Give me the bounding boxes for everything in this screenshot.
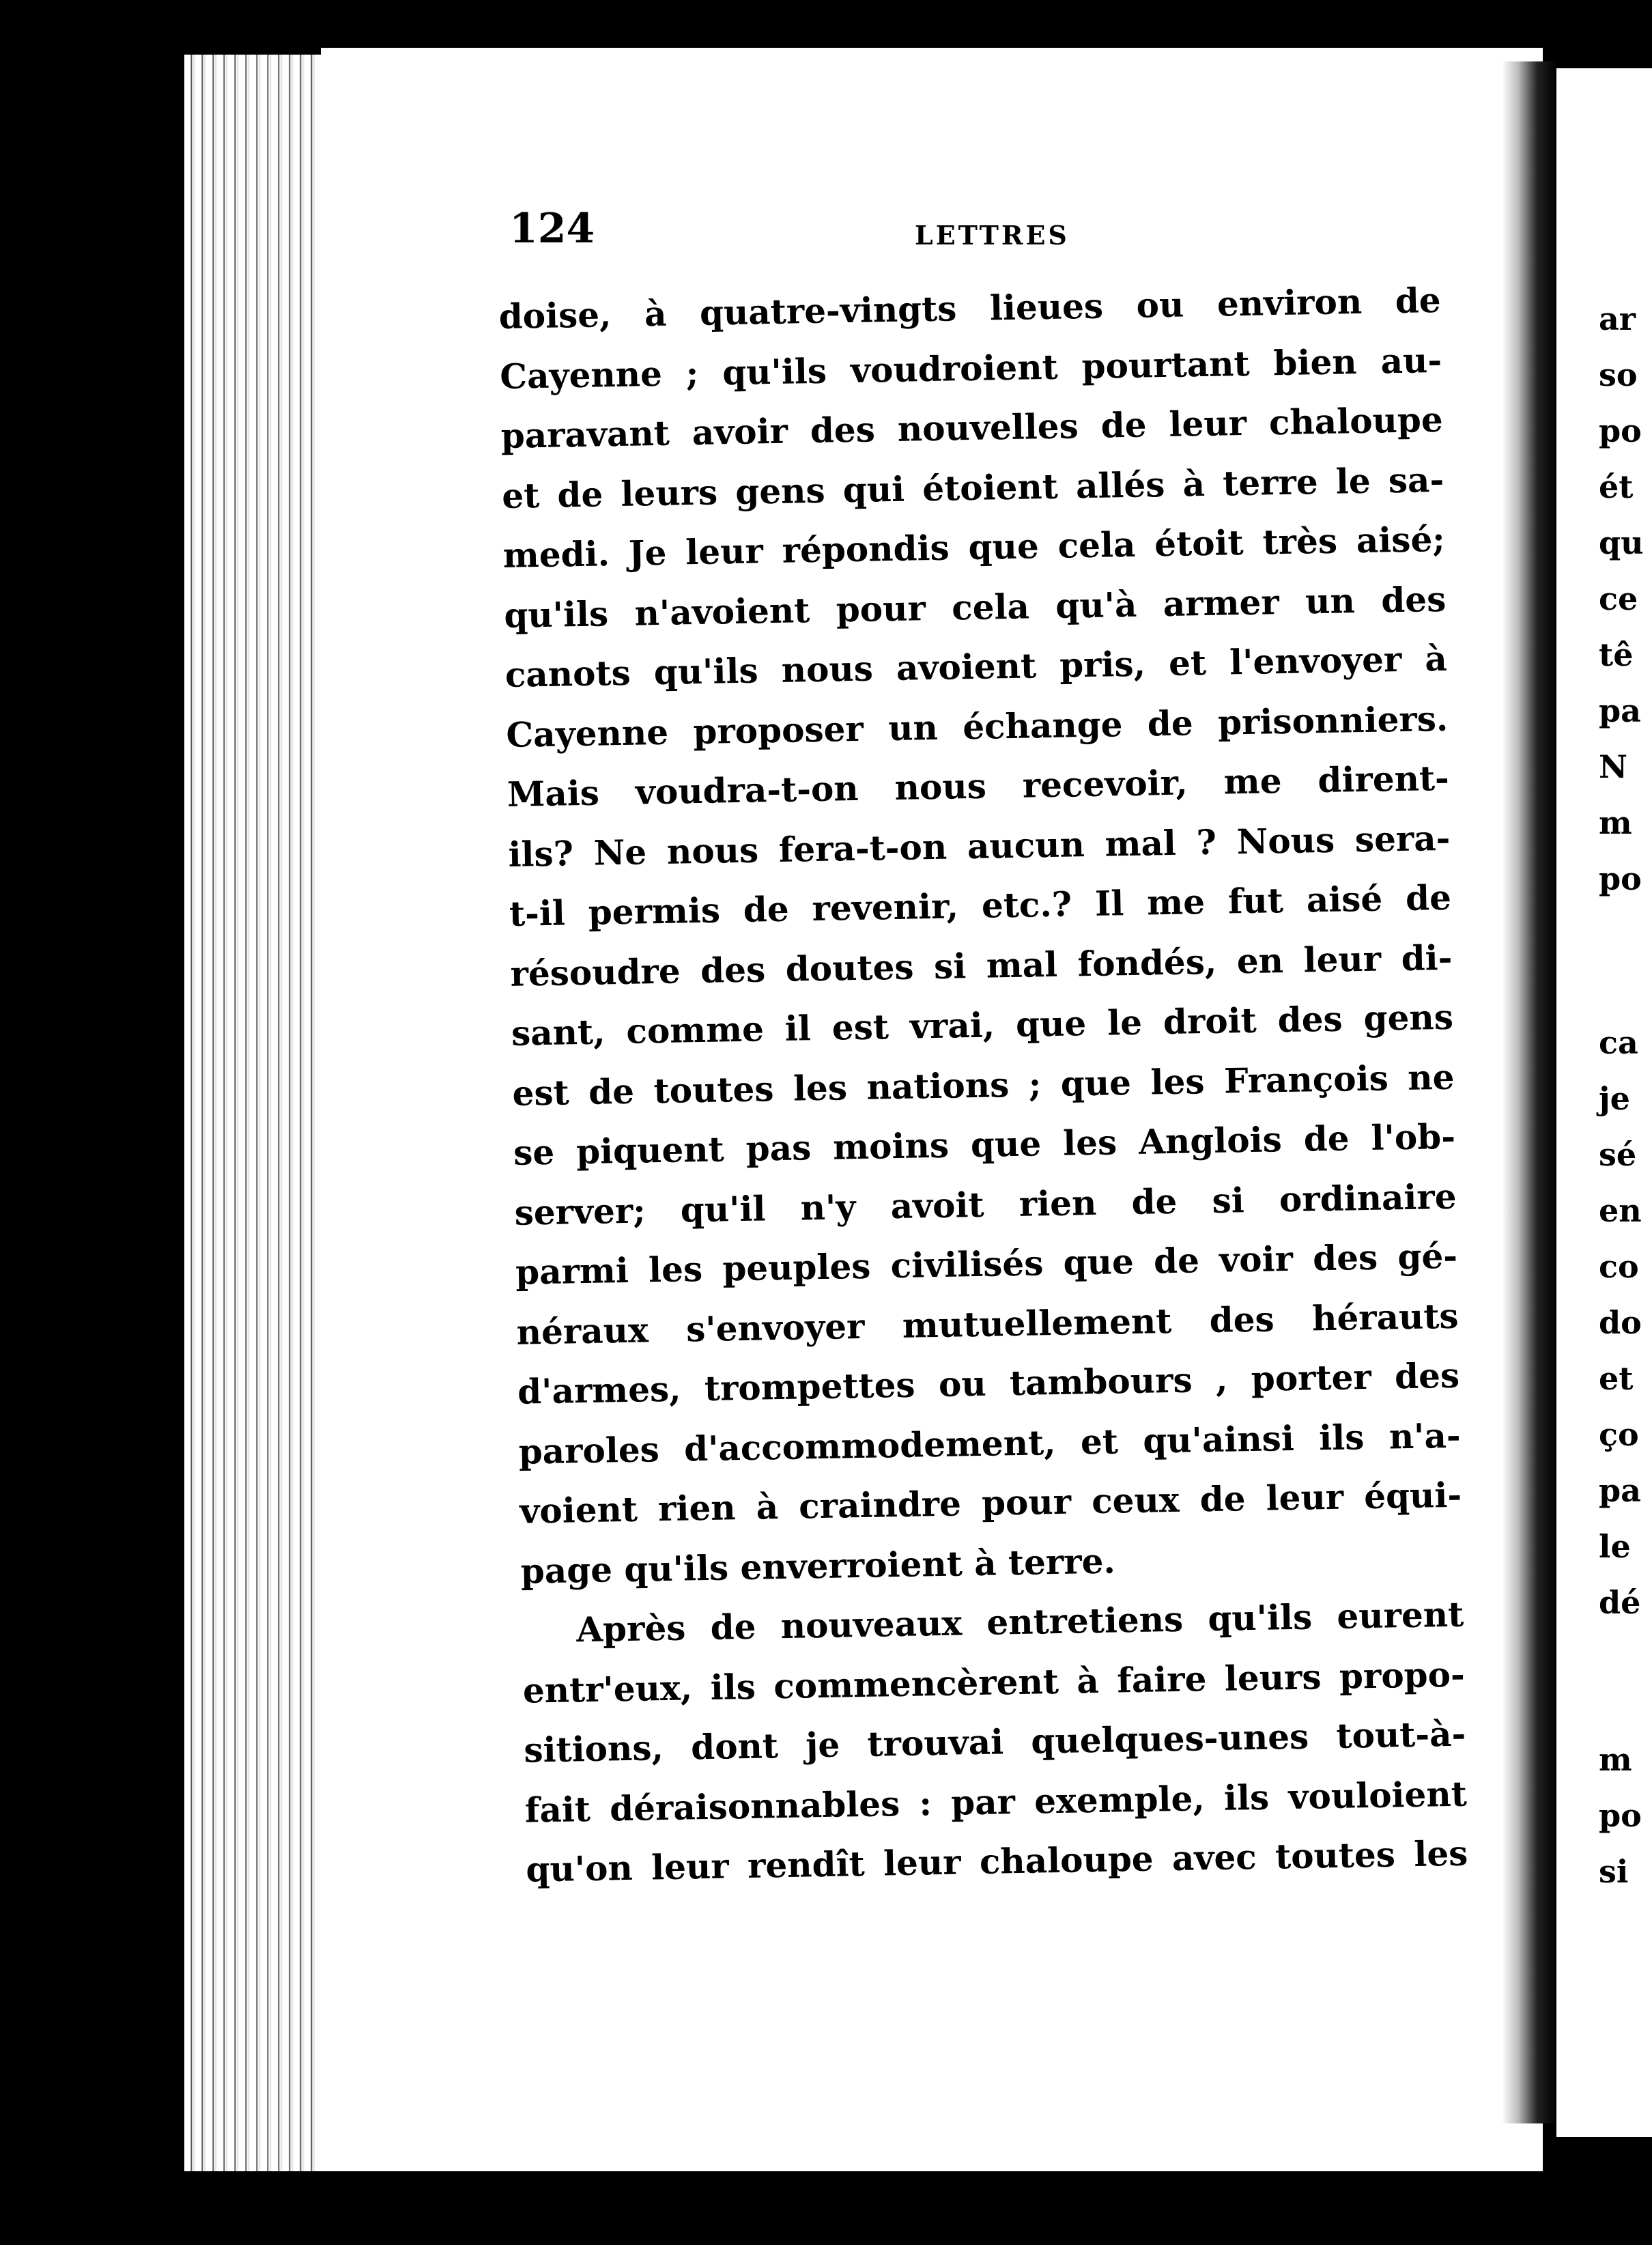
text-line: se piquent pas moins que les Anglois de l'ob- bbox=[513, 1116, 1456, 1173]
facing-page-fragment: ço bbox=[1599, 1416, 1639, 1453]
facing-page-fragment: pa bbox=[1599, 1472, 1641, 1509]
facing-page-fragment: po bbox=[1599, 412, 1642, 449]
text-line: qu'on leur rendît leur chaloupe avec toutes les bbox=[525, 1833, 1468, 1890]
page-number: 124 bbox=[509, 205, 595, 253]
text-line: Mais voudra-t-on nous recevoir, me dirent- bbox=[507, 757, 1450, 815]
facing-page-fragment: ar bbox=[1599, 300, 1636, 337]
facing-page-fragment: qu bbox=[1599, 524, 1644, 561]
text-line: t-il permis de revenir, etc.? Il me fut aisé de bbox=[509, 877, 1452, 934]
facing-page-fragment: pa bbox=[1599, 692, 1641, 729]
text-line: est de toutes les nations ; que les François ne bbox=[512, 1056, 1455, 1114]
text-line: paravant avoir des nouvelles de leur chaloupe bbox=[500, 399, 1444, 456]
facing-page-fragment: dé bbox=[1599, 1584, 1641, 1621]
text-line: voient rien à craindre pour ceux de leur équi- bbox=[519, 1474, 1462, 1531]
facing-page bbox=[1556, 68, 1652, 2137]
binding-gutter bbox=[1502, 61, 1556, 2123]
text-line: page qu'ils enverroient à terre. bbox=[520, 1540, 1116, 1592]
text-line: Cayenne ; qu'ils voudroient pourtant bien au- bbox=[499, 339, 1442, 397]
text-line: entr'eux, ils commencèrent à faire leurs propo- bbox=[522, 1654, 1466, 1711]
page-header bbox=[471, 205, 1468, 266]
facing-page-fragment: m bbox=[1599, 1741, 1632, 1778]
text-line: parmi les peuples civilisés que de voir des gé- bbox=[515, 1235, 1458, 1293]
facing-page-fragment: le bbox=[1599, 1528, 1631, 1565]
facing-page-fragment: ce bbox=[1599, 580, 1638, 617]
text-line: server; qu'il n'y avoit rien de si ordinaire bbox=[514, 1176, 1457, 1233]
body-text bbox=[498, 270, 1468, 1900]
facing-page-fragment: N bbox=[1599, 748, 1628, 785]
text-line: sitions, dont je trouvai quelques-unes tout-à- bbox=[523, 1713, 1466, 1770]
text-line: et de leurs gens qui étoient allés à terre le sa- bbox=[501, 459, 1444, 516]
text-line: canots qu'ils nous avoient pris, et l'envoyer à bbox=[504, 638, 1448, 695]
facing-page-fragment: so bbox=[1599, 356, 1638, 393]
facing-page-fragment: m bbox=[1599, 804, 1632, 841]
facing-page-fragment: ét bbox=[1599, 468, 1634, 505]
text-line: ils? Ne nous fera-t-on aucun mal ? Nous sera- bbox=[507, 817, 1451, 875]
facing-page-fragment: do bbox=[1599, 1304, 1642, 1341]
text-line: néraux s'envoyer mutuellement des hérauts bbox=[516, 1295, 1459, 1353]
facing-page-fragment: en bbox=[1599, 1192, 1642, 1229]
facing-page-fragment: sé bbox=[1599, 1136, 1637, 1173]
page-edges bbox=[184, 55, 334, 2171]
facing-page-fragment: ca bbox=[1599, 1024, 1638, 1061]
text-line: résoudre des doutes si mal fondés, en leur di- bbox=[510, 937, 1453, 994]
text-line: medi. Je leur répondis que cela étoit très aisé; bbox=[502, 518, 1446, 576]
text-line: d'armes, trompettes ou tambours , porter des bbox=[517, 1355, 1460, 1412]
facing-page-fragment: po bbox=[1599, 1797, 1642, 1834]
facing-page-fragment: tê bbox=[1599, 636, 1634, 673]
facing-page-fragment: et bbox=[1599, 1360, 1634, 1397]
facing-page-fragment: je bbox=[1599, 1080, 1630, 1117]
text-line: paroles d'accommodement, et qu'ainsi ils n'a- bbox=[518, 1415, 1462, 1472]
facing-page-fragment: si bbox=[1599, 1853, 1629, 1890]
facing-page-fragment: co bbox=[1599, 1248, 1639, 1285]
text-line: Cayenne proposer un échange de prisonniers. bbox=[505, 698, 1449, 755]
text-line: qu'ils n'avoient pour cela qu'à armer un des bbox=[503, 578, 1447, 636]
text-line: doise, à quatre-vingts lieues ou environ de bbox=[498, 279, 1442, 337]
facing-page-fragment: po bbox=[1599, 860, 1642, 897]
text-line: Après de nouveaux entretiens qu'ils eurent bbox=[575, 1594, 1464, 1650]
text-line: fait déraisonnables : par exemple, ils vouloient bbox=[524, 1773, 1468, 1831]
running-head: LETTRES bbox=[915, 220, 1070, 251]
text-line: sant, comme il est vrai, que le droit des gens bbox=[511, 996, 1454, 1054]
